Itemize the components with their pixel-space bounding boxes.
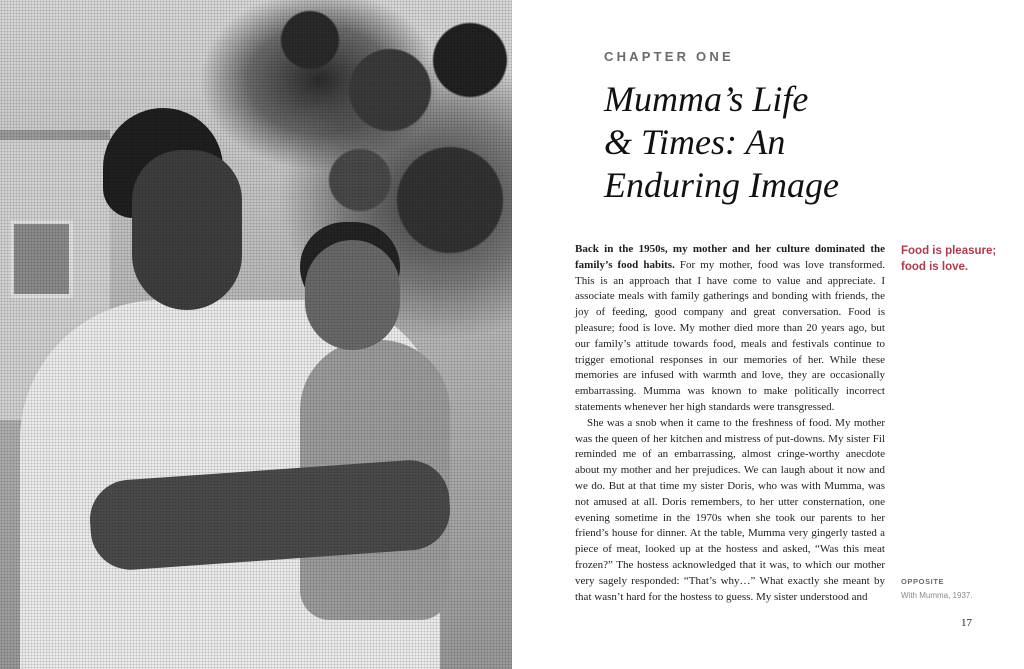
caption-text: With Mumma, 1937.: [901, 591, 973, 600]
title-line-2: & Times: An: [604, 122, 786, 162]
paragraph-1-rest: For my mother, food was love transformed. This is an approach that I have come to value and appreciate. I associate meals with family gatherings and bonding with friends, the joy of feeding, good company and great conversation. Food is pleasure; food is love. My mother died more than 20 years ago, but our family’s attitude towards food, meals and festivals continue to trigger emotional responses in our memories of her. While these memories are infused with warmth and love, they are occasionally embarrassing. Mumma was known to make politically incorrect statements whenever her high standards were transgressed.: [575, 258, 885, 413]
paragraph-1: [575, 242, 885, 416]
body-text: [575, 242, 885, 605]
lead-in: Back in the 1950s, my mother and her culture dominated the family’s food habits.: [575, 243, 885, 271]
title-line-3: Enduring Image: [604, 165, 839, 205]
caption-heading: OPPOSITE: [901, 577, 945, 586]
paragraph-2: She was a snob when it came to the freshness of food. My mother was the queen of her kitchen and mistress of put-downs. My sister Fil reminded me of an embarrassing, almost cringe-worthy anecdote about my mother and her prejudices. We can laugh about it now and we do. But at that time my sister Doris, who was with Mumma, was not amused at all. Doris remembers, to her utter consternation, one evening sometime in the 1970s when she took our parents to her friend’s house for dinner. At the table, Mumma very gingerly tasted a piece of meat, looked up at the hostess and asked, “Was this meat frozen?” The hostess acknowledged that it was, to which our mother very sagely responded: “That’s why…” What exactly she meant by that wasn’t hard for the hostess to guess. My sister understood and: [575, 416, 885, 603]
pull-quote-line-1: Food is pleasure;: [901, 245, 997, 257]
chapter-title: [604, 78, 924, 207]
page-number: 17: [961, 617, 972, 629]
pull-quote-line-2: food is love.: [901, 261, 969, 273]
chapter-label: CHAPTER ONE: [604, 49, 734, 64]
pull-quote: [901, 243, 1001, 275]
title-line-1: Mumma’s Life: [604, 79, 809, 119]
